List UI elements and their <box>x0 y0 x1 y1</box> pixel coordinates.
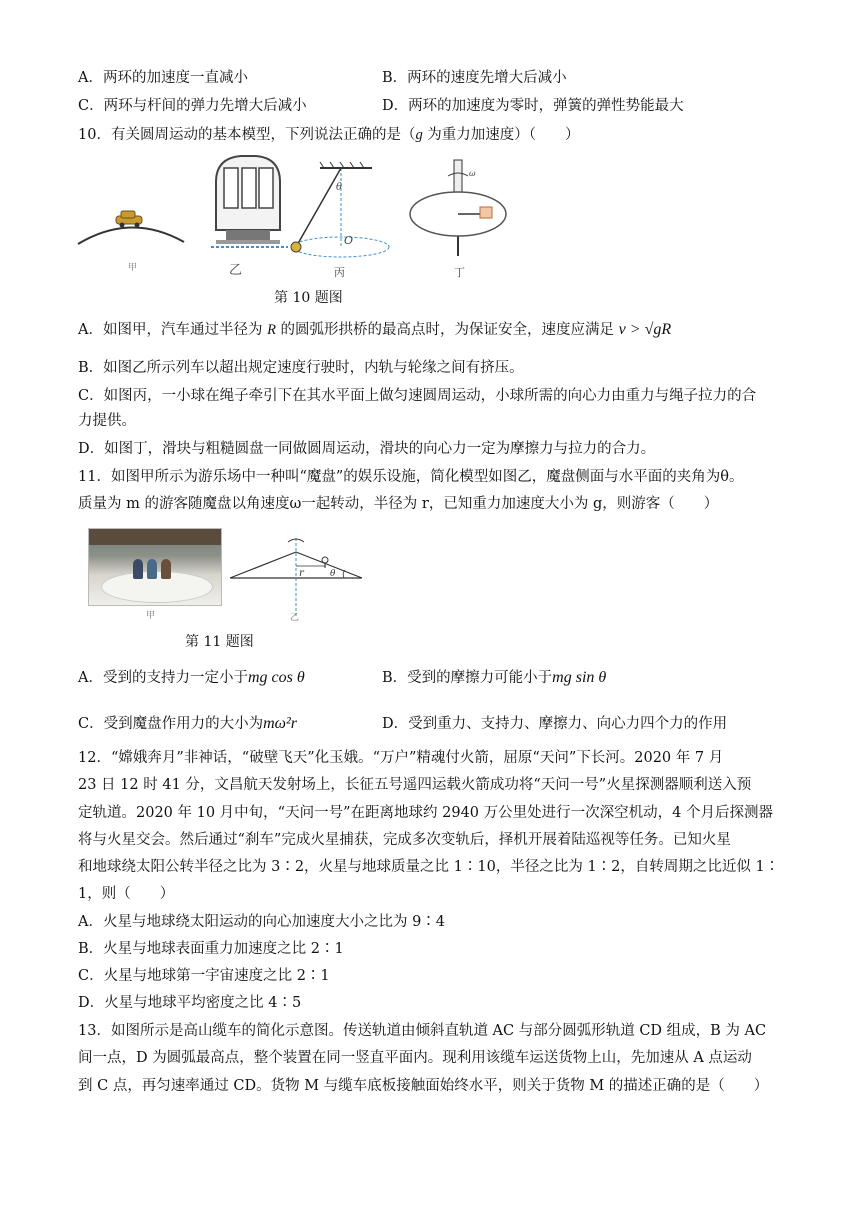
q12-option-b: B．火星与地球表面重力加速度之比 2∶1 <box>78 941 344 957</box>
q13-line1: 13．如图所示是高山缆车的简化示意图。传送轨道由倾斜直轨道 AC 与部分圆弧形轨道 CD 组成，B 为 AC <box>78 1023 767 1039</box>
q11-figure-caption: 第 11 题图 <box>185 634 254 650</box>
q9-option-c: C．两环与杆间的弹力先增大后减小 <box>78 98 307 114</box>
q11-option-d: D．受到重力、支持力、摩擦力、向心力四个力的作用 <box>382 716 728 732</box>
q12-line4: 将与火星交会。然后通过“刹车”完成火星捕获，完成多次变轨后，择机开展着陆巡视等任务。已知火星 <box>78 832 731 848</box>
figure-jia-label: 甲 <box>128 263 138 273</box>
figure-ding-omega: ω <box>469 169 476 178</box>
q10-option-c-line2: 力提供。 <box>78 413 136 429</box>
q11-figure-jia-label: 甲 <box>146 611 156 621</box>
q12-line3: 定轨道。2020 年 10 月中旬，“天问一号”在距离地球约 2940 万公里处进行一次深空机动，4 个月后探测器 <box>78 805 773 821</box>
q12-option-c: C．火星与地球第一宇宙速度之比 2∶1 <box>78 968 330 984</box>
q13-line2: 间一点，D 为圆弧最高点，整个装置在同一竖直平面内。现利用该缆车运送货物上山，先加速从 A 点运动 <box>78 1050 752 1066</box>
q10-option-a-formula: v > √gR <box>618 321 672 338</box>
figure-bing-o: O <box>344 234 354 247</box>
q11-option-b: B．受到的摩擦力可能小于mg sin θ <box>382 669 607 686</box>
q12-line5: 和地球绕太阳公转半径之比为 3∶2，火星与地球质量之比 1∶10，半径之比为 1∶2，自转周期之比近似 1∶ <box>78 859 780 875</box>
q10-option-c-line1: C．如图丙，一小球在绳子牵引下在其水平面上做匀速圆周运动，小球所需的向心力由重力与绳子拉力的合 <box>78 388 757 404</box>
q10-option-d: D．如图丁，滑块与粗糙圆盘一同做圆周运动，滑块的向心力一定为摩擦力与拉力的合力。 <box>78 441 656 457</box>
q11-option-c-formula: mω²r <box>263 715 297 732</box>
q10-option-b: B．如图乙所示列车以超出规定速度行驶时，内轨与轮缘之间有挤压。 <box>78 360 524 376</box>
figure-bing-conical-pendulum <box>291 162 389 279</box>
q11-stem-line2: 质量为 m 的游客随魔盘以角速度ω一起转动，半径为 r，已知重力加速度大小为 g，则游客（ ） <box>78 496 719 512</box>
q11-figure-theta: θ <box>330 569 336 579</box>
q11-option-a: A．受到的支持力一定小于mg cos θ <box>78 669 305 686</box>
q10-option-a: A．如图甲，汽车通过半径为 R 的圆弧形拱桥的最高点时，为保证安全，速度应满足 v > √gR <box>78 321 672 338</box>
q11-figure-r: r <box>299 568 304 579</box>
q10-figure <box>76 152 516 282</box>
q10-figure-caption: 第 10 题图 <box>274 290 343 306</box>
q11-option-c: C．受到魔盘作用力的大小为mω²r <box>78 715 297 732</box>
figure-yi-train <box>211 156 288 278</box>
figure-ding-label: 丁 <box>454 266 465 279</box>
q11-stem-line1: 11．如图甲所示为游乐场中一种叫“魔盘”的娱乐设施，简化模型如图乙，魔盘侧面与水平面的夹角为θ。 <box>78 469 744 485</box>
q11-option-b-formula: mg sin θ <box>552 669 607 686</box>
q10-stem: 10．有关圆周运动的基本模型，下列说法正确的是（g 为重力加速度）（ ） <box>78 127 580 143</box>
q9-option-a: A．两环的加速度一直减小 <box>78 70 248 86</box>
q9-option-b: B．两环的速度先增大后减小 <box>382 70 567 86</box>
q11-figure-jia-photo <box>88 528 222 606</box>
figure-bing-theta: θ <box>336 182 343 193</box>
q12-option-d: D．火星与地球平均密度之比 4∶5 <box>78 995 302 1011</box>
q12-line6: 1，则（ ） <box>78 886 175 902</box>
q12-line2: 23 日 12 时 41 分，文昌航天发射场上，长征五号遥四运载火箭成功将“天问一号”火星探测器顺利送入预 <box>78 777 752 793</box>
figure-ding-rotating-disk <box>410 160 506 279</box>
figure-bing-label: 丙 <box>334 266 345 279</box>
q11-option-a-formula: mg cos θ <box>247 669 305 686</box>
q12-line1: 12．“嫦娥奔月”非神话，“破壁飞天”化玉娥。“万户”精魂付火箭，屈原“天问”下长河。2020 年 7 月 <box>78 750 724 766</box>
q11-figure-yi-label: 乙 <box>290 613 300 622</box>
q11-figure-yi-diagram <box>226 532 371 622</box>
figure-jia-arch-bridge <box>78 211 184 273</box>
q13-line3: 到 C 点，再匀速率通过 CD。货物 M 与缆车底板接触面始终水平，则关于货物 M 的描述正确的是（ ） <box>78 1078 769 1094</box>
q9-option-d: D．两环的加速度为零时，弹簧的弹性势能最大 <box>382 98 684 114</box>
figure-yi-label: 乙 <box>229 263 243 278</box>
q12-option-a: A．火星与地球绕太阳运动的向心加速度大小之比为 9∶4 <box>78 914 446 930</box>
